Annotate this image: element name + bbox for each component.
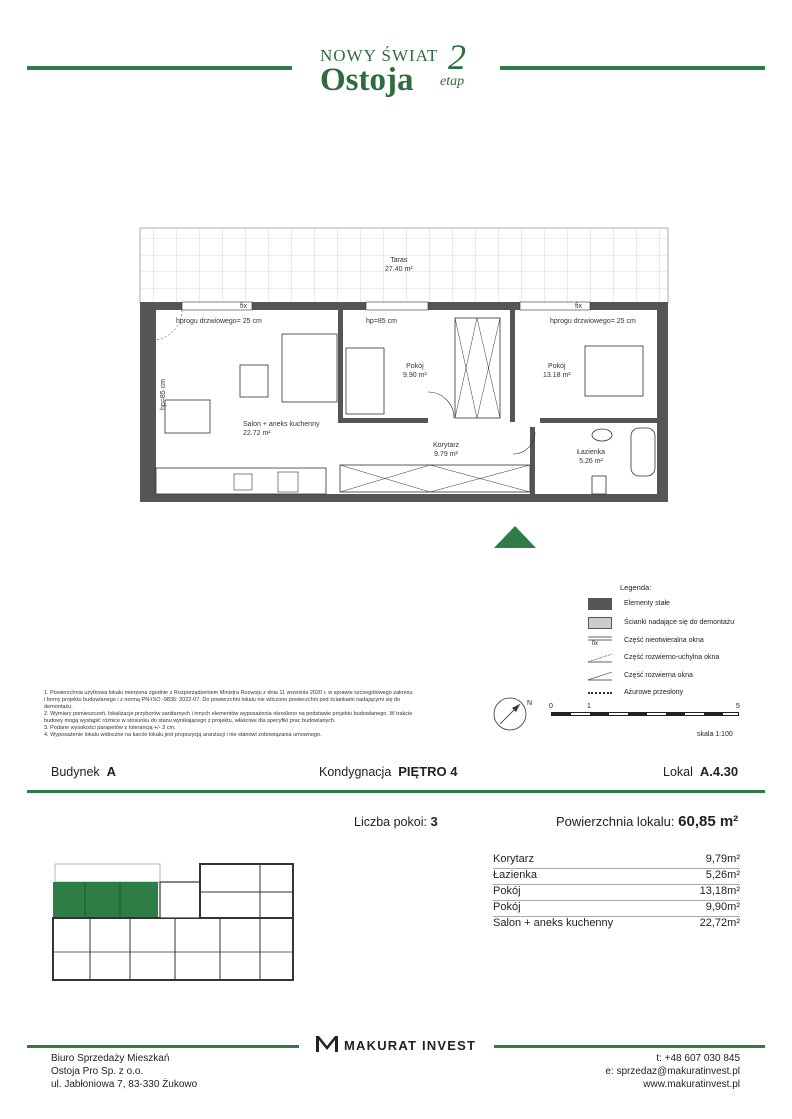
header-line-right	[500, 66, 765, 70]
footer-address: Biuro Sprzedaży Mieszkań Ostoja Pro Sp. z o.o. ul. Jabłoniowa 7, 83-330 Żukowo	[51, 1053, 198, 1090]
bathroom-label: Łazienka 5.26 m²	[577, 449, 606, 465]
list-item: Korytarz 9,79m²	[493, 852, 740, 869]
scale-tick-5: 5	[736, 703, 740, 710]
room1-label: Pokój 9.90 m²	[403, 363, 427, 379]
company-logo: MAKURAT INVEST	[344, 1038, 477, 1053]
makurat-logo-icon	[316, 1036, 338, 1052]
legend-fix-label: fix	[592, 641, 598, 647]
scale-label: skala 1:100	[697, 731, 733, 738]
footer-contact: t: +48 607 030 845 e: sprzedaz@makuratinvest.pl www.makuratinvest.pl	[605, 1053, 740, 1090]
list-item: Łazienka 5,26m²	[493, 868, 740, 885]
hp-side: hp=85 cm	[159, 379, 167, 410]
legend-title: Legenda:	[620, 583, 652, 592]
unit-area: Powierzchnia lokalu: 60,85 m²	[556, 813, 739, 830]
compass-icon	[492, 696, 528, 732]
scale-bar	[551, 712, 739, 716]
terrace-label: Taras 27.40 m²	[385, 257, 413, 273]
brand-number: 2	[448, 37, 466, 77]
threshold-1: hprogu drzwiowego= 25 cm	[176, 318, 262, 325]
legend-screen-icon	[588, 692, 612, 694]
brand-top: NOWY ŚWIAT	[320, 46, 439, 65]
unit-info: Lokal A.4.30	[663, 764, 739, 779]
legend-item-removable: Ścianki nadające się do demontażu	[624, 619, 735, 626]
scale-tick-0: 0	[549, 703, 553, 710]
legend-item-open: Część rozwierna okna	[624, 672, 693, 679]
header-line-left	[27, 66, 292, 70]
brand-main: Ostoja	[320, 62, 414, 98]
legend-removable-swatch	[588, 617, 612, 629]
list-item: Pokój 13,18m²	[493, 884, 740, 901]
building-info: Budynek A	[51, 764, 116, 779]
legend-item-screens: Ażurowe przesłony	[624, 689, 684, 696]
list-item: Pokój 9,90m²	[493, 900, 740, 917]
fix-label-2: fix	[575, 303, 582, 310]
room2-label: Pokój 13.18 m²	[543, 363, 571, 379]
legend-fixed-swatch	[588, 598, 612, 610]
legend-open-window-icon	[588, 670, 614, 682]
north-label: N	[527, 700, 533, 707]
legend-item-fixed: Elementy stałe	[624, 600, 670, 607]
notes: 1. Powierzchnia użytkowa lokalu mierzona zgodnie z Rozporządzeniem Ministra Rozwoju z dnia 11 września 2020 r. w sprawie szczegółowego zakresu i formy projektu budowlanego i z normą PN-ISO -9836: 2022-07. Do powierzchni lokalu nie wliczono powierzchni pod ściankami nadającymi się do demontażu. 2. Wymiary pomieszczeń, lokalizacje przyborów sanitarnych i innych elementów wyposażenia określono na podstawie projektu budowlanego. W trakcie budowy mogą wystąpić różnice w stosunku do stanu wynikającego z projektu, właściwe dla specyfiki prac budowlanych. 3. Podane wysokości parapetów z tolerancją +/- 3 cm. 4. Wyposażenie lokalu widoczne na karcie lokalu jest propozycją aranżacji i nie stanowi zobowiązania umownego.	[44, 690, 413, 738]
fix-label-1: fix	[240, 303, 247, 310]
footer-line-left	[27, 1045, 299, 1048]
entrance-arrow-icon	[494, 526, 536, 548]
legend-item-non-opening: Część nieotwieralna okna	[624, 637, 704, 644]
rooms-count: Liczba pokoi: 3	[354, 814, 438, 829]
threshold-2: hp=85 cm	[366, 318, 397, 325]
threshold-3: hprogu drzwiowego= 25 cm	[550, 318, 636, 325]
legend-item-tilt: Część rozwierno-uchylna okna	[624, 654, 720, 661]
footer-line-right	[494, 1045, 765, 1048]
salon-label: Salon + aneks kuchenny 22.72 m²	[243, 421, 320, 437]
scale-tick-1: 1	[587, 703, 591, 710]
info-divider	[27, 790, 765, 793]
key-plan	[50, 862, 295, 984]
floor-info: Kondygnacja PIĘTRO 4	[319, 764, 458, 779]
brand-stage: etap	[440, 74, 465, 89]
list-item: Salon + aneks kuchenny 22,72m²	[493, 917, 740, 929]
legend-tilt-window-icon	[588, 652, 614, 664]
corridor-label: Korytarz 9.79 m²	[433, 442, 460, 458]
